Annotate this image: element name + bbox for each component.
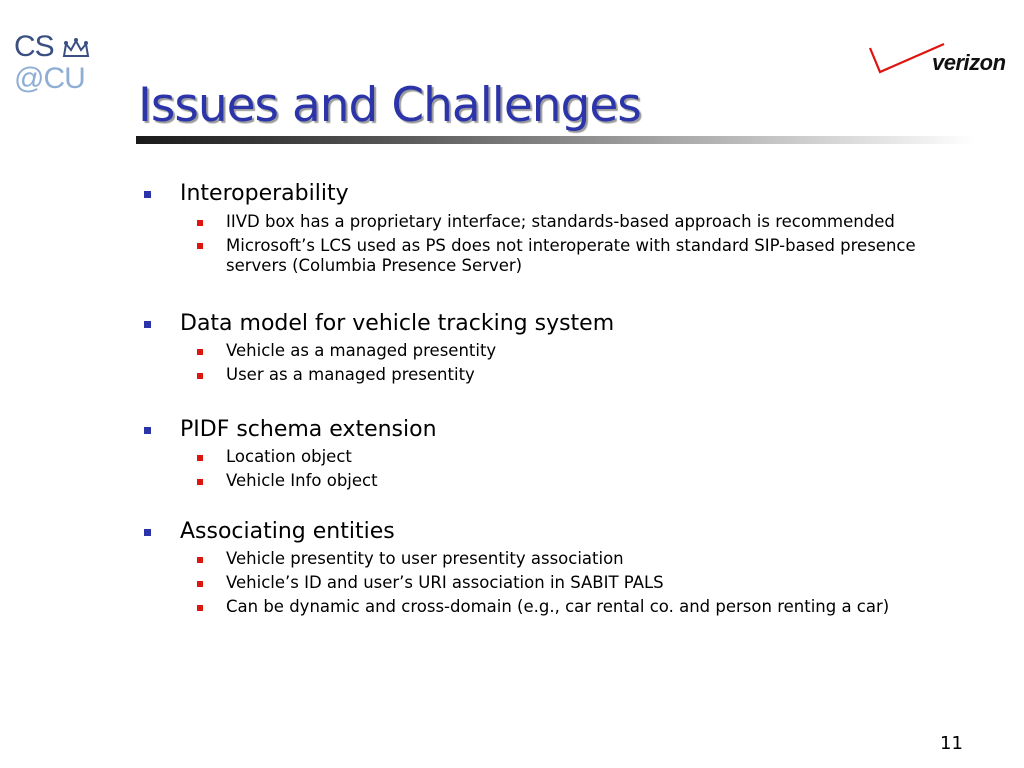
- logo-line-1: CS: [14, 30, 54, 63]
- list-item: Location object: [226, 447, 352, 466]
- section-heading: Interoperability: [180, 181, 349, 206]
- level1-bullet-icon: [144, 191, 151, 198]
- list-item-continuation: servers (Columbia Presence Server): [226, 256, 523, 275]
- list-item: Can be dynamic and cross-domain (e.g., car rental co. and person renting a car): [226, 597, 890, 616]
- list-item: User as a managed presentity: [226, 365, 475, 384]
- slide-title: Issues and Challenges: [138, 78, 641, 133]
- columbia-cs-logo: [14, 32, 94, 94]
- level2-bullet-icon: [197, 455, 203, 461]
- list-item: Vehicle Info object: [226, 471, 378, 490]
- level2-bullet-icon: [197, 479, 203, 485]
- level1-bullet-icon: [144, 427, 151, 434]
- crown-icon: [62, 38, 90, 58]
- level1-bullet-icon: [144, 321, 151, 328]
- verizon-logo: [866, 40, 1016, 80]
- page-number: 11: [940, 733, 963, 754]
- logo-line-2: @CU: [14, 62, 85, 95]
- list-item: Microsoft’s LCS used as PS does not interoperate with standard SIP-based presence: [226, 236, 916, 255]
- list-item: Vehicle as a managed presentity: [226, 341, 497, 360]
- level2-bullet-icon: [197, 349, 203, 355]
- list-item: Vehicle’s ID and user’s URI association in SABIT PALS: [226, 573, 664, 592]
- level2-bullet-icon: [197, 243, 203, 249]
- level2-bullet-icon: [197, 220, 203, 226]
- verizon-wordmark: verizon: [932, 50, 1006, 75]
- section-heading: Associating entities: [180, 519, 395, 544]
- level2-bullet-icon: [197, 373, 203, 379]
- list-item: Vehicle presentity to user presentity association: [226, 549, 624, 568]
- level2-bullet-icon: [197, 581, 203, 587]
- section-heading: PIDF schema extension: [180, 417, 437, 442]
- level2-bullet-icon: [197, 557, 203, 563]
- level2-bullet-icon: [197, 605, 203, 611]
- level1-bullet-icon: [144, 529, 151, 536]
- list-item: IIVD box has a proprietary interface; standards-based approach is recommended: [226, 212, 895, 231]
- section-heading: Data model for vehicle tracking system: [180, 311, 615, 336]
- title-divider: [136, 136, 976, 144]
